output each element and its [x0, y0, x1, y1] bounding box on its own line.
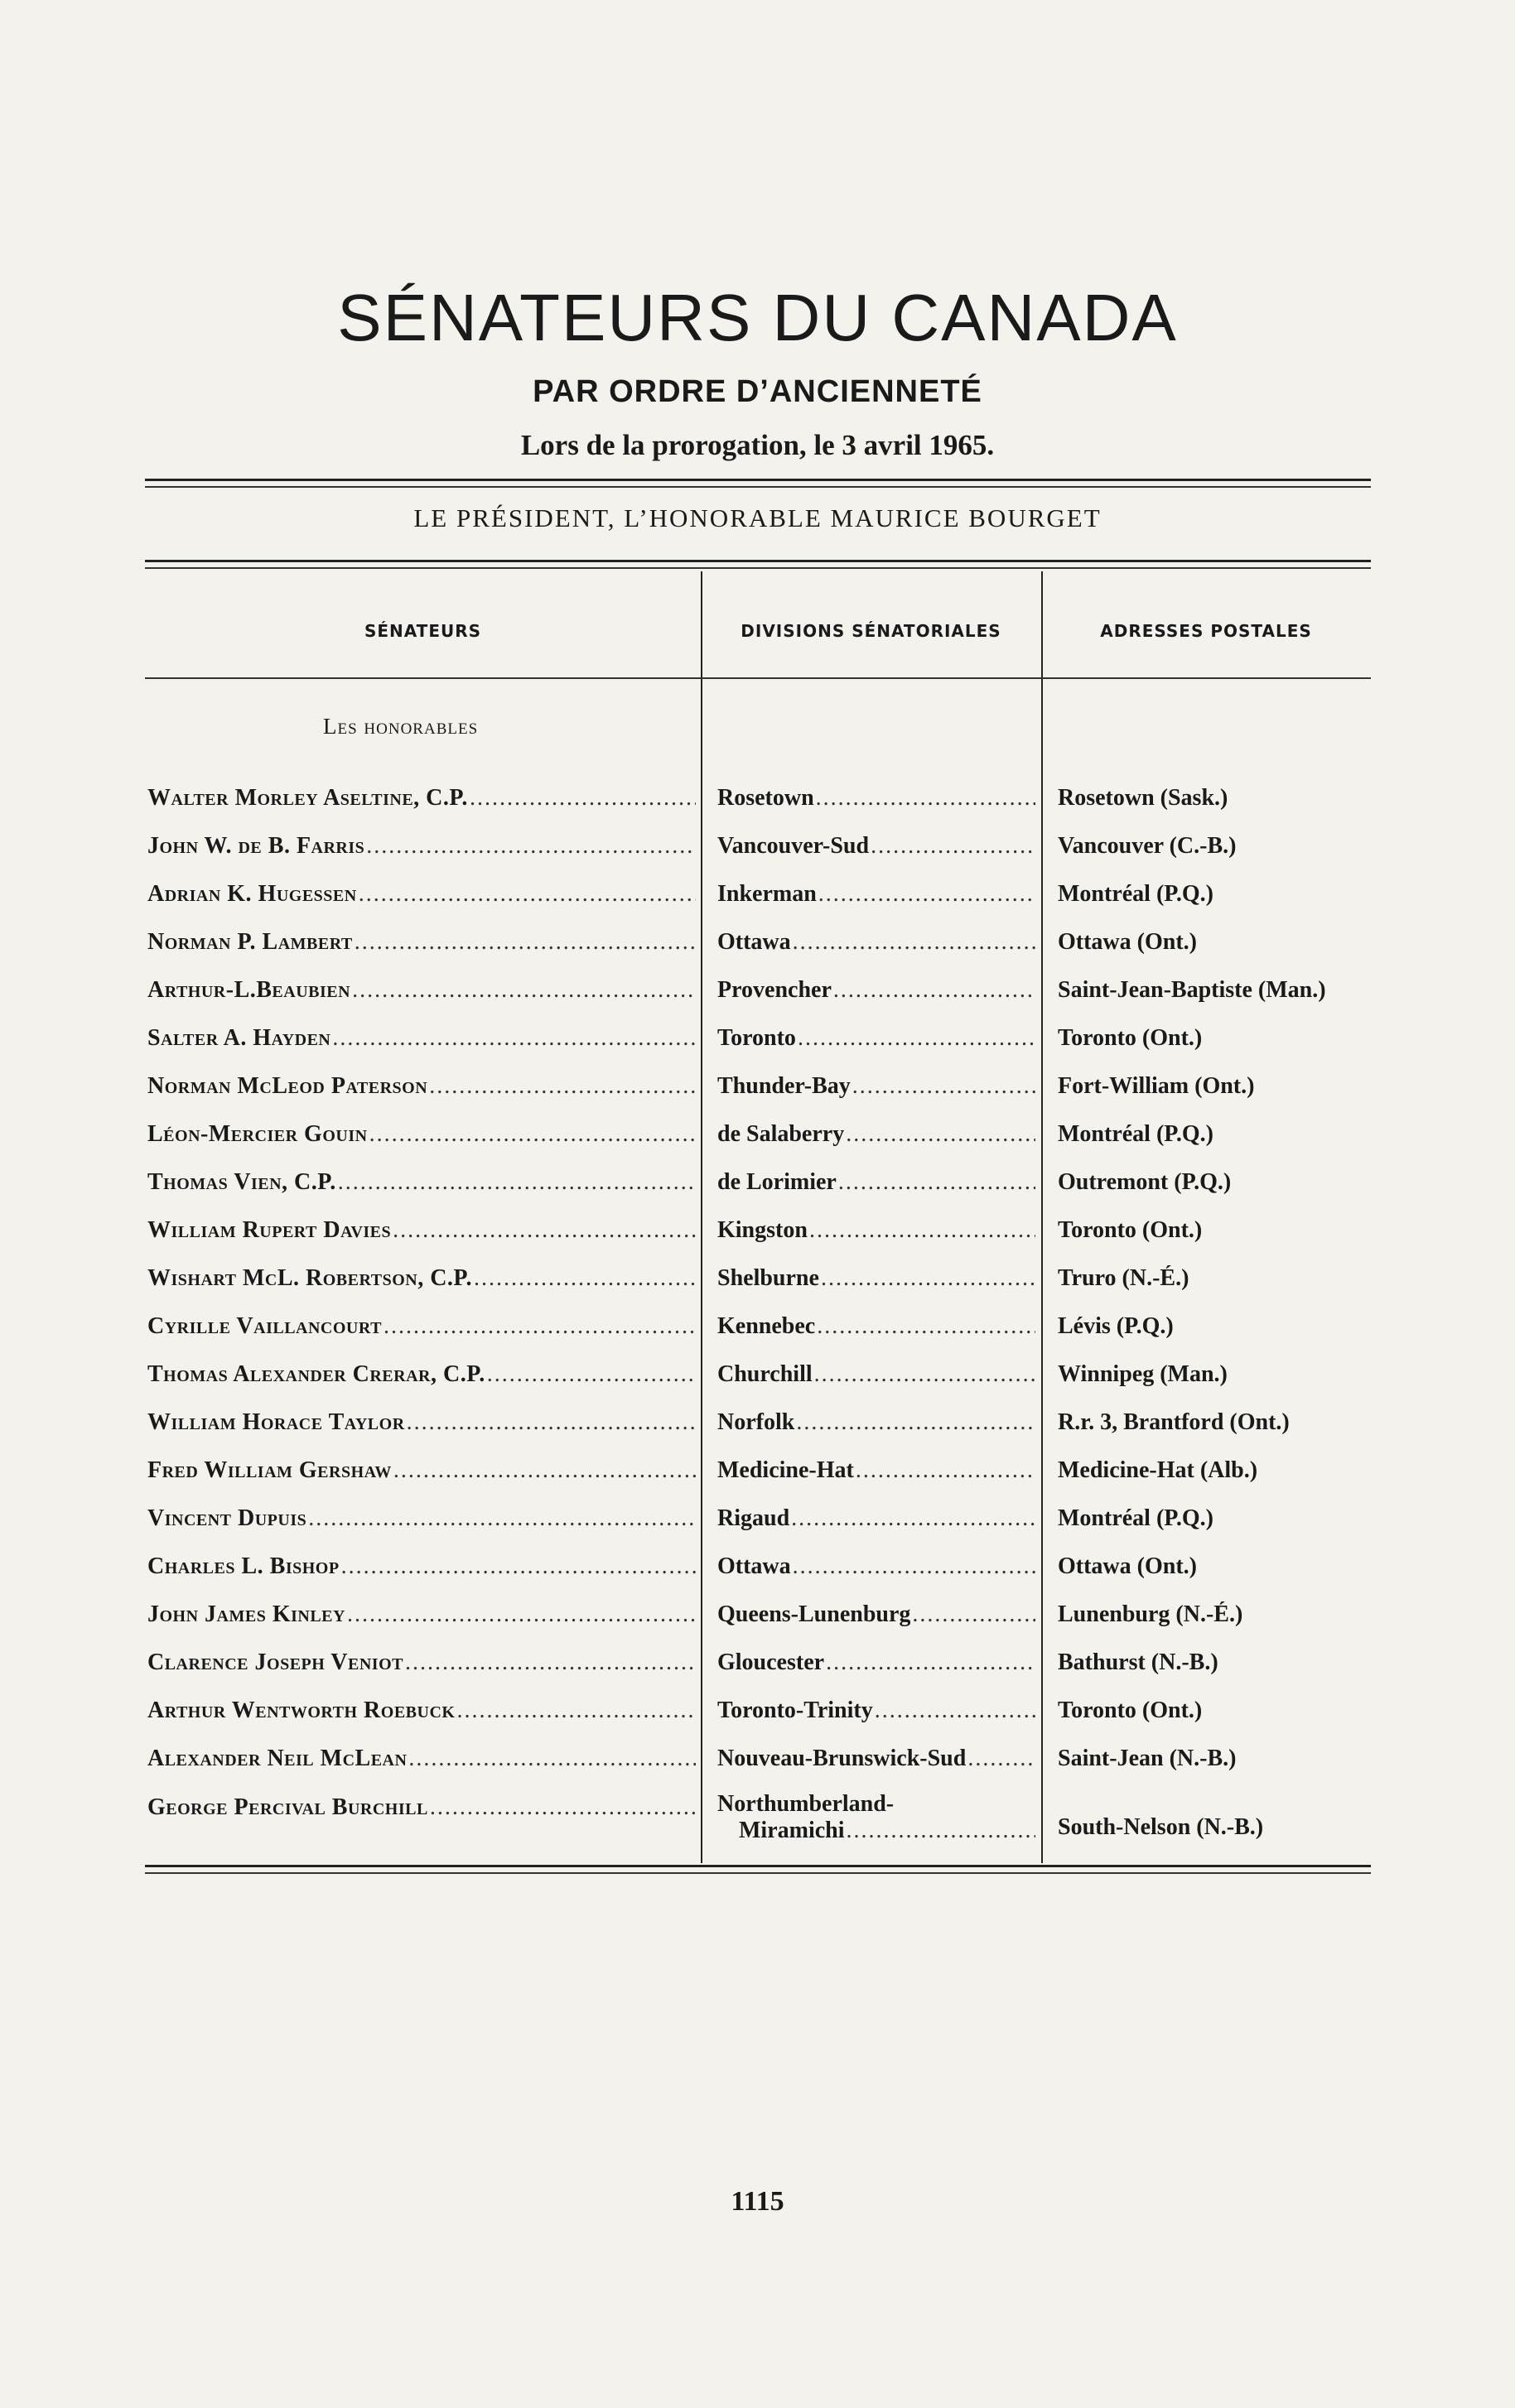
senator-name: Alexander Neil McLean	[147, 1746, 408, 1771]
senatorial-division: Norfolk	[717, 1409, 795, 1435]
dot-leader	[851, 1073, 1035, 1100]
column-header-senators: SÉNATEURS	[364, 621, 482, 641]
senator-name: Wishart McL. Robertson, C.P.	[147, 1265, 472, 1291]
dot-leader	[910, 1601, 1035, 1628]
dot-leader	[340, 1553, 696, 1580]
dot-leader	[845, 1818, 1035, 1844]
senatorial-division: Inkerman	[717, 881, 817, 907]
table-row	[0, 1217, 1515, 1250]
dot-leader	[808, 1217, 1035, 1244]
senator-name: Walter Morley Aseltine, C.P.	[147, 785, 468, 811]
postal-address: Toronto (Ont.)	[1058, 1025, 1203, 1051]
senator-name: Norman P. Lambert	[147, 929, 353, 955]
postal-address: Ottawa (Ont.)	[1058, 1553, 1197, 1579]
postal-address: Bathurst (N.-B.)	[1058, 1649, 1218, 1675]
postal-address: Ottawa (Ont.)	[1058, 929, 1197, 955]
column-header-rule	[145, 677, 1371, 679]
senatorial-division: de Lorimier	[717, 1169, 837, 1195]
postal-address: Montréal (P.Q.)	[1058, 1505, 1213, 1531]
table-row	[0, 1601, 1515, 1635]
postal-address: Toronto (Ont.)	[1058, 1698, 1203, 1723]
dot-leader	[403, 1649, 696, 1676]
page-title: SÉNATEURS DU CANADA	[337, 281, 1178, 354]
postal-address: South-Nelson (N.-B.)	[1058, 1814, 1264, 1840]
senatorial-division: Shelburne	[717, 1265, 819, 1291]
dot-leader	[382, 1313, 696, 1340]
dot-leader	[336, 1169, 696, 1196]
dot-leader	[472, 1265, 696, 1292]
dot-leader	[794, 1409, 1035, 1436]
dot-leader	[428, 1794, 696, 1821]
table-row	[0, 1505, 1515, 1539]
postal-address: Montréal (P.Q.)	[1058, 881, 1213, 907]
dot-leader	[485, 1361, 696, 1388]
dot-leader	[364, 833, 696, 860]
postal-address: Truro (N.-É.)	[1058, 1265, 1189, 1291]
table-row	[0, 1409, 1515, 1442]
senator-name: Thomas Vien, C.P.	[147, 1169, 336, 1195]
dot-leader	[814, 785, 1035, 811]
dot-leader	[455, 1698, 696, 1724]
dot-leader	[873, 1698, 1035, 1724]
senatorial-division: Vancouver-Sud	[717, 833, 870, 859]
table-row	[0, 1649, 1515, 1683]
dot-leader	[345, 1601, 696, 1628]
postal-address: Winnipeg (Man.)	[1058, 1361, 1228, 1387]
table-row	[0, 1313, 1515, 1346]
postal-address: Saint-Jean (N.-B.)	[1058, 1746, 1237, 1771]
header-rule-2	[145, 567, 1371, 569]
date-line: Lors de la prorogation, le 3 avril 1965.	[520, 429, 995, 461]
president-line: LE PRÉSIDENT, L’HONORABLE MAURICE BOURGET	[413, 503, 1102, 532]
senatorial-division: Thunder-Bay	[717, 1073, 851, 1099]
senatorial-division: Ottawa	[717, 1553, 791, 1579]
senator-name: William Horace Taylor	[147, 1409, 405, 1435]
postal-address: Medicine-Hat (Alb.)	[1058, 1457, 1258, 1483]
senator-name: Cyrille Vaillancourt	[147, 1313, 382, 1339]
postal-address: Fort-William (Ont.)	[1058, 1073, 1255, 1099]
postal-address: Vancouver (C.-B.)	[1058, 833, 1237, 859]
senatorial-division: Provencher	[717, 977, 832, 1003]
senator-name: John James Kinley	[147, 1601, 345, 1627]
senator-name: George Percival Burchill	[147, 1794, 428, 1820]
senatorial-division: de Salaberry	[717, 1121, 845, 1147]
table-row	[0, 929, 1515, 962]
dot-leader	[869, 833, 1035, 860]
table-row	[0, 977, 1515, 1010]
division-line-1: Northumberland-	[717, 1791, 895, 1817]
dot-leader	[817, 881, 1035, 908]
senatorial-division: Churchill	[717, 1361, 813, 1387]
table-row	[0, 1169, 1515, 1202]
dot-leader	[407, 1746, 696, 1772]
senatorial-division: Rigaud	[717, 1505, 790, 1531]
table-row	[0, 1265, 1515, 1298]
senator-name: John W. de B. Farris	[147, 833, 365, 859]
table-row	[0, 1361, 1515, 1394]
postal-address: Montréal (P.Q.)	[1058, 1121, 1213, 1147]
senatorial-division: Queens-Lunenburg	[717, 1601, 911, 1627]
column-header-divisions: DIVISIONS SÉNATORIALES	[741, 621, 1001, 641]
top-rule-2	[145, 486, 1371, 488]
bottom-rule-2	[145, 1872, 1371, 1874]
postal-address: Outremont (P.Q.)	[1058, 1169, 1232, 1195]
column-header-addresses: ADRESSES POSTALES	[1100, 621, 1312, 641]
dot-leader	[854, 1457, 1035, 1484]
table-row	[0, 1457, 1515, 1491]
table-row	[0, 881, 1515, 914]
dot-leader	[824, 1649, 1035, 1676]
table-row	[0, 1698, 1515, 1731]
dot-leader	[815, 1313, 1035, 1340]
senator-name: Léon-Mercier Gouin	[147, 1121, 368, 1147]
dot-leader	[427, 1073, 696, 1100]
postal-address: Rosetown (Sask.)	[1058, 785, 1228, 811]
bottom-rule-1	[145, 1865, 1371, 1867]
division-multiline	[717, 1791, 1035, 1844]
postal-address: Lévis (P.Q.)	[1058, 1313, 1174, 1339]
table-row	[0, 1073, 1515, 1106]
senator-name: Charles L. Bishop	[147, 1553, 340, 1579]
dot-leader	[306, 1505, 696, 1532]
dot-leader	[331, 1025, 696, 1052]
header-rule-1	[145, 560, 1371, 562]
senator-name: Thomas Alexander Crerar, C.P.	[147, 1361, 485, 1387]
les-honorables-label: Les honorables	[323, 714, 479, 739]
senator-name: Norman McLeod Paterson	[147, 1073, 428, 1099]
senator-name: William Rupert Davies	[147, 1217, 392, 1243]
postal-address: Lunenburg (N.-É.)	[1058, 1601, 1243, 1627]
senatorial-division: Rosetown	[717, 785, 814, 811]
top-rule-1	[145, 479, 1371, 481]
senator-name: Fred William Gershaw	[147, 1457, 392, 1483]
postal-address: R.r. 3, Brantford (Ont.)	[1058, 1409, 1290, 1435]
dot-leader	[832, 977, 1035, 1004]
dot-leader	[813, 1361, 1035, 1388]
senatorial-division: Gloucester	[717, 1649, 825, 1675]
senator-name: Salter A. Hayden	[147, 1025, 331, 1051]
table-row	[0, 785, 1515, 818]
senatorial-division: Kennebec	[717, 1313, 816, 1339]
dot-leader	[392, 1457, 696, 1484]
dot-leader	[791, 929, 1035, 956]
senatorial-division: Toronto-Trinity	[717, 1698, 873, 1723]
senatorial-division: Medicine-Hat	[717, 1457, 854, 1483]
dot-leader	[405, 1409, 696, 1436]
dot-leader	[368, 1121, 696, 1148]
senatorial-division: Ottawa	[717, 929, 791, 955]
senator-name: Adrian K. Hugessen	[147, 881, 357, 907]
dot-leader	[966, 1746, 1035, 1772]
table-row	[0, 1025, 1515, 1058]
dot-leader	[819, 1265, 1035, 1292]
senator-name: Clarence Joseph Veniot	[147, 1649, 403, 1675]
postal-address: Saint-Jean-Baptiste (Man.)	[1058, 977, 1326, 1003]
dot-leader	[796, 1025, 1035, 1052]
table-row	[0, 1121, 1515, 1154]
senator-name: Arthur-L.Beaubien	[147, 977, 351, 1003]
table-row	[0, 1553, 1515, 1587]
dot-leader	[837, 1169, 1035, 1196]
dot-leader	[844, 1121, 1035, 1148]
page-subtitle: PAR ORDRE D’ANCIENNETÉ	[533, 374, 982, 409]
senator-name: Vincent Dupuis	[147, 1505, 307, 1531]
table-row	[0, 1746, 1515, 1779]
postal-address: Toronto (Ont.)	[1058, 1217, 1203, 1243]
dot-leader	[789, 1505, 1035, 1532]
senator-name: Arthur Wentworth Roebuck	[147, 1698, 456, 1723]
table-row	[0, 833, 1515, 866]
dot-leader	[468, 785, 696, 811]
dot-leader	[350, 977, 696, 1004]
dot-leader	[791, 1553, 1035, 1580]
senatorial-division: Nouveau-Brunswick-Sud	[717, 1746, 967, 1771]
senatorial-division: Kingston	[717, 1217, 808, 1243]
dot-leader	[353, 929, 696, 956]
dot-leader	[357, 881, 696, 908]
division-line-2: Miramichi	[739, 1818, 845, 1843]
senatorial-division: Toronto	[717, 1025, 796, 1051]
page-number: 1115	[731, 2186, 784, 2217]
dot-leader	[391, 1217, 696, 1244]
